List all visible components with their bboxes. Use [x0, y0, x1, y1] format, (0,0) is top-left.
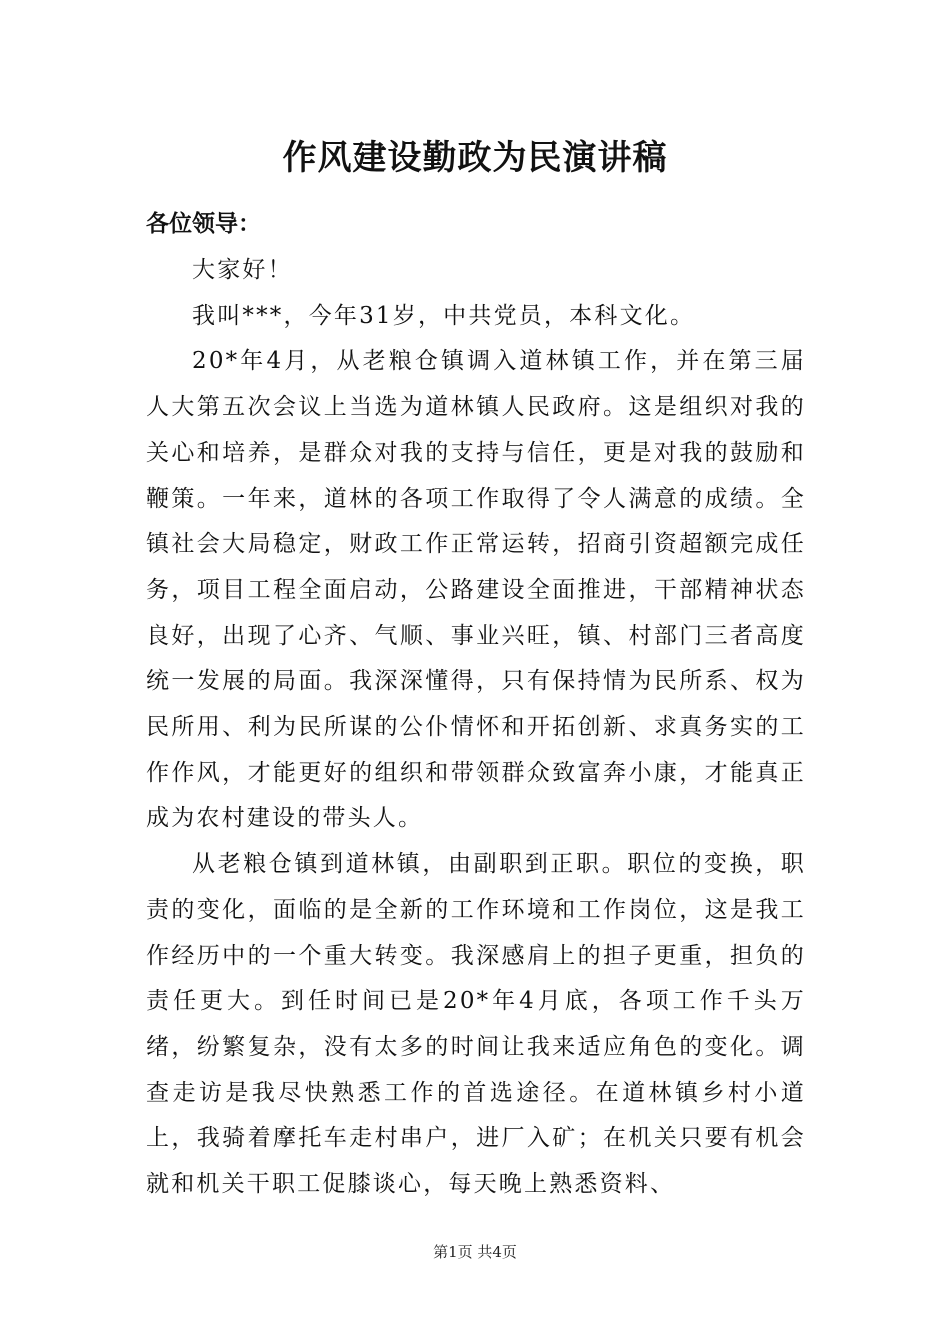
document-title: 作风建设勤政为民演讲稿: [282, 138, 668, 178]
paragraph-achievements: 20*年4月，从老粮仓镇调入道林镇工作，并在第三届人大第五次会议上当选为道林镇人民政府。这是组织对我的关心和培养，是群众对我的支持与信任，更是对我的鼓励和鞭策。一年来，道林的各项工作取得了令人满意的成绩。全镇社会大局稳定，财政工作正常运转，招商引资超额完成任务，项目工程全面启动，公路建设全面推进，干部精神状态良好，出现了心齐、气顺、事业兴旺，镇、村部门三者高度统一发展的局面。我深深懂得，只有保持情为民所系、权为民所用、利为民所谋的公仆情怀和开拓创新、求真务实的工作作风，才能更好的组织和带领群众致富奔小康，才能真正成为农村建设的带头人。: [146, 348, 806, 832]
document-body: [146, 248, 806, 1208]
paragraph-greeting: 大家好！: [192, 257, 293, 283]
page-number-footer: 第1页 共4页: [433, 1243, 517, 1261]
salutation: 各位领导：: [146, 210, 261, 237]
paragraph-introduction: 我叫***，今年31岁，中共党员，本科文化。: [192, 302, 696, 329]
paragraph-transition: 从老粮仓镇到道林镇，由副职到正职。职位的变换，职责的变化，面临的是全新的工作环境和工作岗位，这是我工作经历中的一个重大转变。我深感肩上的担子更重，担负的责任更大。到任时间已是20*年4月底，各项工作千头万绪，纷繁复杂，没有太多的时间让我来适应角色的变化。调查走访是我尽快熟悉工作的首选途径。在道林镇乡村小道上，我骑着摩托车走村串户，进厂入矿；在机关只要有机会就和机关干职工促膝谈心，每天晚上熟悉资料、: [146, 851, 806, 1198]
